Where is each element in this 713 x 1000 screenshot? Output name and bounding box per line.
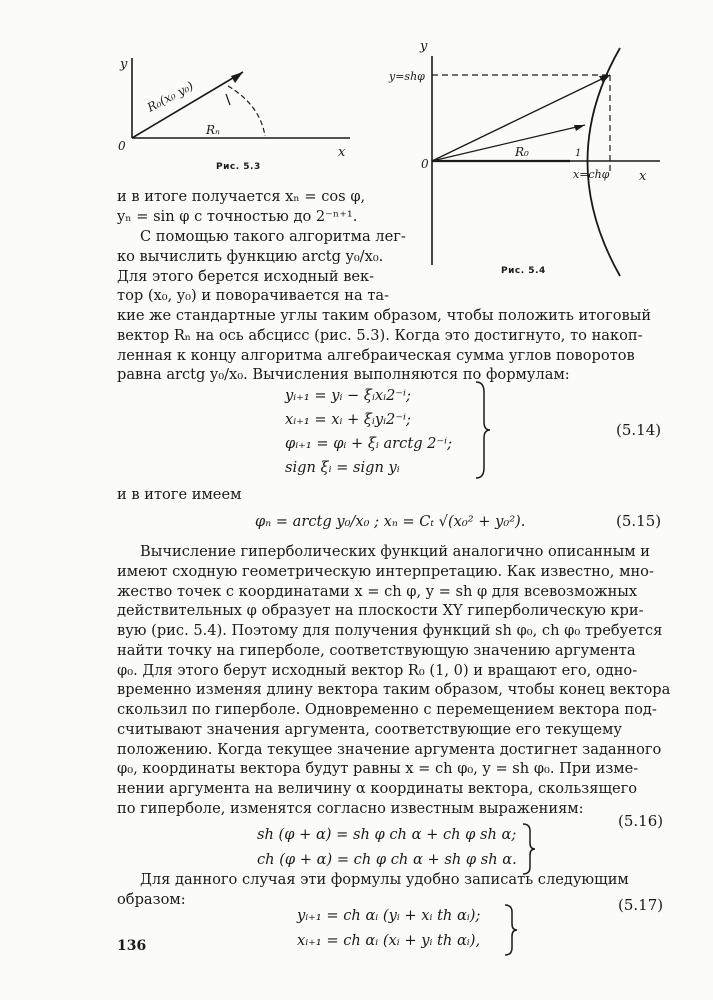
equation-line: yᵢ₊₁ = yᵢ − ξᵢxᵢ2⁻ⁱ; bbox=[285, 387, 411, 404]
text-line: считывают значения аргумента, соответствующие его текущему bbox=[117, 721, 622, 738]
page-number: 136 bbox=[117, 938, 147, 954]
intermediate-arrowhead bbox=[574, 125, 585, 131]
equation-number: (5.15) bbox=[616, 512, 662, 530]
figure-5-4 bbox=[385, 40, 675, 290]
arc-tick bbox=[226, 94, 230, 105]
equation-number: (5.16) bbox=[618, 812, 664, 830]
text-line: С помощью такого алгоритма лег- bbox=[140, 228, 406, 245]
text-line: ко вычислить функцию arctg y₀/x₀. bbox=[117, 248, 384, 265]
y-sh-label: y=shφ bbox=[389, 70, 425, 83]
text-line: φ₀. Для этого берут исходный вектор R₀ (1, 0) и вращают его, одно- bbox=[117, 662, 638, 679]
text-line: φ₀, координаты вектора будут равны x = ch φ₀, y = sh φ₀. При изме- bbox=[117, 760, 639, 777]
figure-5-4-caption: Рис. 5.4 bbox=[501, 266, 546, 276]
text-line: вектор Rₙ на ось абсцисс (рис. 5.3). Когда это достигнуто, то накоп- bbox=[117, 327, 643, 344]
text-line: и в итоге получается xₙ = cos φ, bbox=[117, 188, 366, 205]
text-line: кие же стандартные углы таким образом, чтобы положить итоговый bbox=[117, 307, 652, 324]
equation-brace bbox=[502, 903, 520, 957]
r0-label: R₀(x₀ y₀) bbox=[144, 78, 196, 115]
text-line: вую (рис. 5.4). Поэтому для получения функций sh φ₀, ch φ₀ требуется bbox=[117, 622, 663, 639]
text-line: скользил по гиперболе. Одновременно с перемещением вектора под- bbox=[117, 701, 657, 718]
x-ch-label: x=chφ bbox=[573, 168, 610, 181]
hyperbola-curve bbox=[588, 48, 621, 276]
r0-arrowhead bbox=[231, 72, 243, 83]
equation-line: sh (φ + α) = sh φ ch α + ch φ sh α; bbox=[257, 826, 517, 843]
x-label: x bbox=[639, 169, 647, 184]
y-label: y bbox=[420, 40, 428, 54]
equation-line: ch (φ + α) = ch φ ch α + sh φ sh α. bbox=[257, 851, 517, 868]
text-line: имеют сходную геометрическую интерпретацию. Как известно, мно- bbox=[117, 563, 654, 580]
equation-number: (5.17) bbox=[618, 896, 664, 914]
rn-label: Rₙ bbox=[206, 123, 220, 137]
equation-line: φᵢ₊₁ = φᵢ + ξᵢ arctg 2⁻ⁱ; bbox=[285, 435, 453, 452]
text-line: Вычисление гиперболических функций аналогично описанным и bbox=[140, 543, 650, 560]
text-line: Для данного случая эти формулы удобно записать следующим bbox=[140, 871, 629, 888]
rotation-arc bbox=[228, 86, 265, 136]
text-line: временно изменяя длину вектора таким образом, чтобы конец вектора bbox=[117, 681, 671, 698]
equation-line: xᵢ₊₁ = ch αᵢ (xᵢ + yᵢ th αᵢ), bbox=[297, 932, 481, 949]
equation-brace bbox=[520, 822, 538, 876]
equation-line: yᵢ₊₁ = ch αᵢ (yᵢ + xᵢ th αᵢ); bbox=[297, 907, 481, 924]
equation-line: sign ξᵢ = sign yᵢ bbox=[285, 459, 400, 476]
figure-5-3-diagram bbox=[110, 50, 370, 180]
text-line: равна arctg y₀/x₀. Вычисления выполняются по формулам: bbox=[117, 366, 570, 383]
y-label: y bbox=[120, 57, 128, 72]
text-line: положению. Когда текущее значение аргумента достигнет заданного bbox=[117, 741, 662, 758]
unit-label: 1 bbox=[575, 148, 582, 159]
text-line: ленная к концу алгоритма алгебраическая сумма углов поворотов bbox=[117, 347, 635, 364]
origin-label: 0 bbox=[118, 139, 126, 153]
text-line: жество точек с координатами x = ch φ, y = sh φ для всевозможных bbox=[117, 583, 638, 600]
text-line: образом: bbox=[117, 891, 186, 908]
figure-5-3-caption: Рис. 5.3 bbox=[216, 162, 261, 172]
text-line: и в итоге имеем bbox=[117, 486, 242, 503]
x-label: x bbox=[338, 145, 346, 160]
text-line: по гиперболе, изменятся согласно известным выражениям: bbox=[117, 800, 584, 817]
equation-line: xᵢ₊₁ = xᵢ + ξᵢyᵢ2⁻ⁱ; bbox=[285, 411, 411, 428]
text-line: нении аргумента на величину α координаты вектора, скользящего bbox=[117, 780, 638, 797]
text-line: Для этого берется исходный век- bbox=[117, 268, 375, 285]
text-line: yₙ = sin φ с точностью до 2⁻ⁿ⁺¹. bbox=[117, 208, 358, 225]
equation-brace bbox=[472, 380, 492, 480]
r0-label: R₀ bbox=[515, 145, 529, 159]
text-line: тор (x₀, y₀) и поворачивается на та- bbox=[117, 287, 390, 304]
intermediate-vector bbox=[432, 125, 585, 161]
figure-5-3 bbox=[110, 50, 370, 180]
figure-5-4-diagram bbox=[385, 40, 675, 290]
text-line: действительных φ образует на плоскости XY гиперболическую кри- bbox=[117, 602, 644, 619]
text-line: найти точку на гиперболе, соответствующую значению аргумента bbox=[117, 642, 636, 659]
origin-label: 0 bbox=[421, 157, 429, 171]
equation-line: φₙ = arctg y₀/x₀ ; xₙ = Cₜ √(x₀² + y₀²). bbox=[255, 513, 526, 530]
equation-number: (5.14) bbox=[616, 421, 662, 439]
